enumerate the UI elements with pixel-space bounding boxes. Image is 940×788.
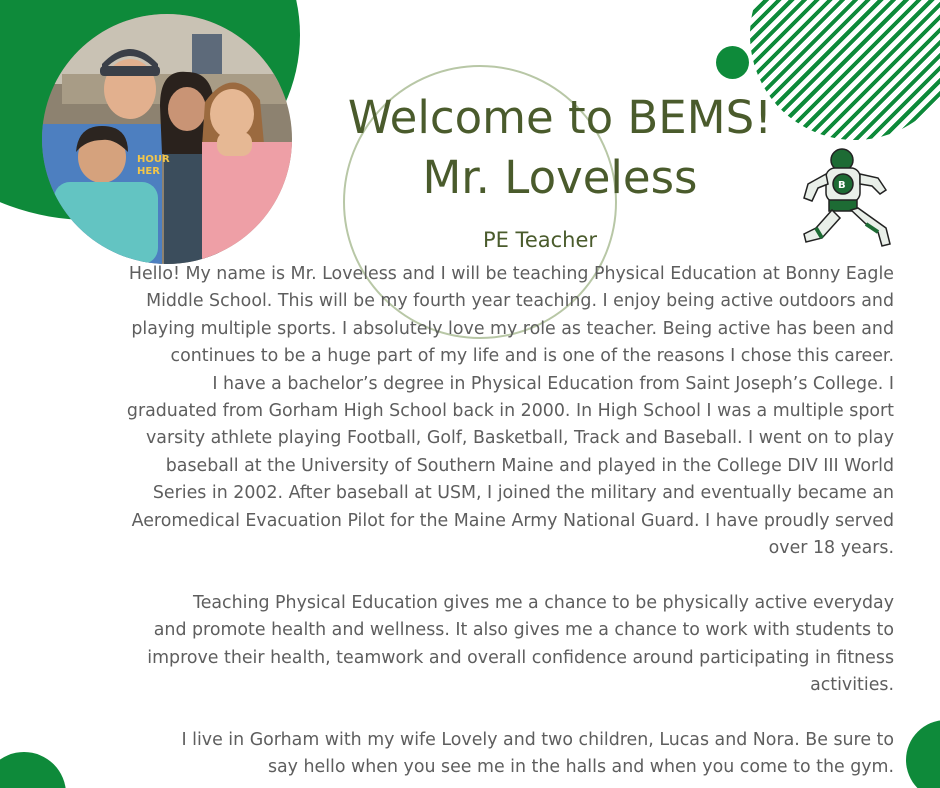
title-teacher-name: Mr. Loveless	[422, 151, 698, 204]
bio-line: improve their health, teamwork and overall confidence around participating in fitness	[147, 647, 894, 668]
paragraph-spacer	[30, 699, 894, 726]
family-photo	[42, 14, 292, 264]
bio-line: over 18 years.	[768, 538, 894, 559]
bio-line: Aeromedical Evacuation Pilot for the Maine Army National Guard. I have proudly served	[131, 510, 894, 531]
bio-line: activities.	[810, 675, 894, 696]
bio-line: Hello! My name is Mr. Loveless and I will be teaching Physical Education at Bonny Eagle	[128, 264, 894, 284]
bio-line: Middle School. This will be my fourth year teaching. I enjoy being active outdoors and	[146, 291, 894, 312]
bio-line: graduated from Gorham High School back in 2000. In High School I was a multiple sport	[126, 401, 894, 422]
page-title	[300, 88, 820, 208]
bio-line: baseball at the University of Southern Maine and played in the College DIV III World	[165, 455, 894, 476]
svg-text:B: B	[838, 180, 846, 191]
teacher-bio	[30, 261, 894, 782]
bio-line: Teaching Physical Education gives me a chance to be physically active everyday	[193, 592, 894, 613]
bio-line: and promote health and wellness. It also gives me a chance to work with students to	[153, 620, 894, 641]
paragraph-spacer	[30, 562, 894, 589]
svg-text:HOUR: HOUR	[137, 154, 170, 165]
bio-line: varsity athlete playing Football, Golf, Basketball, Track and Baseball. I went on to play	[146, 428, 894, 449]
svg-text:HER: HER	[137, 166, 160, 177]
family-photo-icon	[42, 14, 292, 264]
bio-line: Series in 2002. After baseball at USM, I joined the military and eventually became an	[152, 483, 894, 504]
title-welcome: Welcome to BEMS!	[347, 91, 773, 144]
bio-line: continues to be a huge part of my life and is one of the reasons I chose this career.	[170, 346, 894, 367]
bio-line: playing multiple sports. I absolutely love my role as teacher. Being active has been and	[131, 318, 894, 339]
teacher-role: PE Teacher	[482, 228, 598, 252]
decorative-green-dot	[716, 46, 749, 79]
bio-line: I live in Gorham with my wife Lovely and two children, Lucas and Nora. Be sure to	[181, 729, 894, 750]
decorative-green-blob-bottom-right	[906, 720, 940, 788]
bio-line: say hello when you see me in the halls and when you come to the gym.	[267, 757, 894, 778]
bio-line: I have a bachelor’s degree in Physical Education from Saint Joseph’s College. I	[212, 373, 894, 394]
